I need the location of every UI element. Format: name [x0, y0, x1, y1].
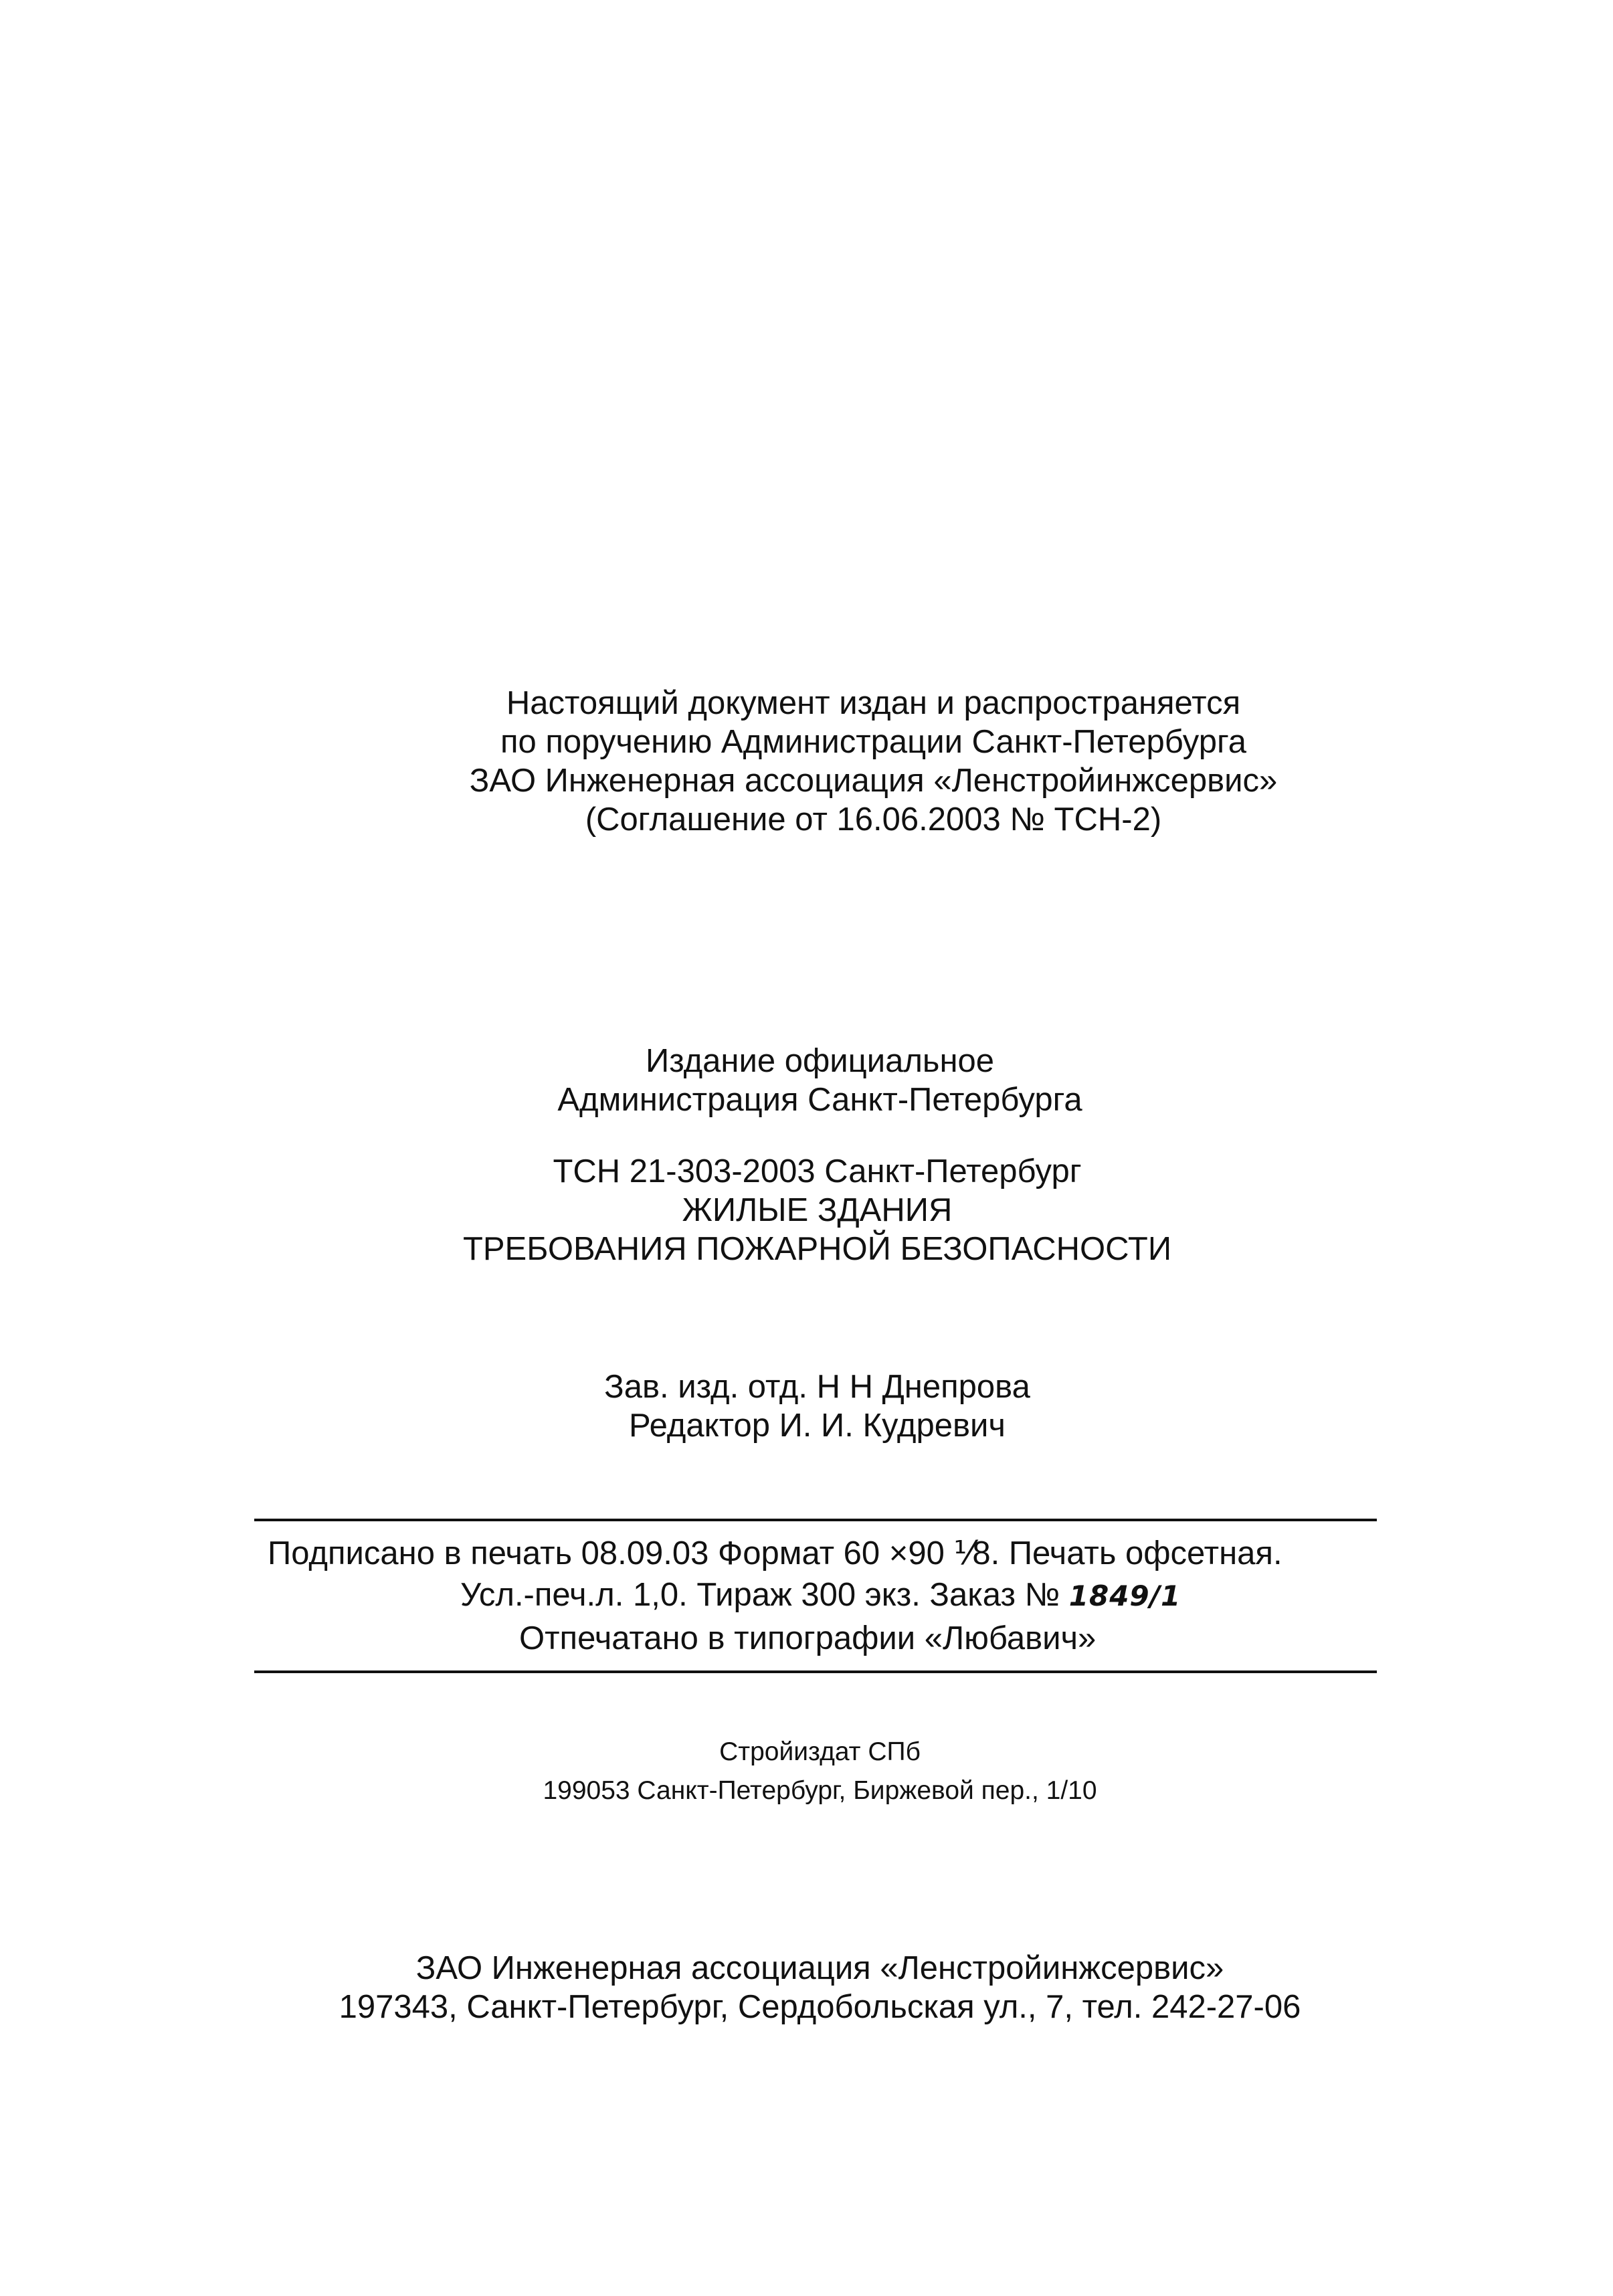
notice-line-3: ЗАО Инженерная ассоциация «Ленстройинжсервис» — [469, 763, 1278, 799]
publisher-name: Стройиздат СПб — [719, 1737, 921, 1766]
imprint-printing-house: Отпечатано в типографии «Любавич» — [519, 1620, 1097, 1656]
department-head: Зав. изд. отд. Н Н Днепрова — [604, 1369, 1030, 1405]
document-name: ЖИЛЫЕ ЗДАНИЯ — [682, 1192, 953, 1228]
notice-line-4: (Соглашение от 16.06.2003 № ТСН-2) — [585, 801, 1162, 838]
document-title — [11, 1152, 1613, 1268]
imprint-print-details: Подписано в печать 08.09.03 Формат 60 ×90 ⅟8. Печать офсетная. — [268, 1535, 1283, 1571]
edition-type: Издание официальное — [645, 1043, 995, 1079]
association-name: ЗАО Инженерная ассоциация «Ленстройинжсервис» — [415, 1950, 1224, 1986]
edition-authority: Администрация Санкт-Петербурга — [557, 1082, 1082, 1118]
order-number-handwritten: 1849/1 — [1068, 1580, 1181, 1612]
imprint-circulation — [460, 1575, 1181, 1616]
editor-name: Редактор И. И. Кудревич — [629, 1408, 1006, 1444]
distribution-notice — [67, 684, 1613, 839]
publisher-address: 199053 Санкт-Петербург, Биржевой пер., 1/10 — [543, 1776, 1097, 1805]
document-subtitle: ТРЕБОВАНИЯ ПОЖАРНОЙ БЕЗОПАСНОСТИ — [462, 1231, 1172, 1267]
notice-line-1: Настоящий документ издан и распространяется — [506, 685, 1241, 721]
edition-info — [13, 1042, 1613, 1119]
publisher-info — [13, 1733, 1613, 1810]
association-address: 197343, Санкт-Петербург, Сердобольская ул., 7, тел. 242-27-06 — [339, 1989, 1301, 2025]
document-code: ТСН 21-303-2003 Санкт-Петербург — [553, 1153, 1082, 1189]
imprint-circulation-text: Усл.-печ.л. 1,0. Тираж 300 экз. Заказ № — [460, 1577, 1060, 1613]
editorial-staff — [11, 1367, 1613, 1445]
association-info — [13, 1949, 1613, 2026]
imprint-bottom-divider — [254, 1670, 1377, 1673]
imprint-top-divider — [254, 1519, 1377, 1521]
notice-line-2: по поручению Администрации Санкт-Петербурга — [500, 724, 1247, 760]
